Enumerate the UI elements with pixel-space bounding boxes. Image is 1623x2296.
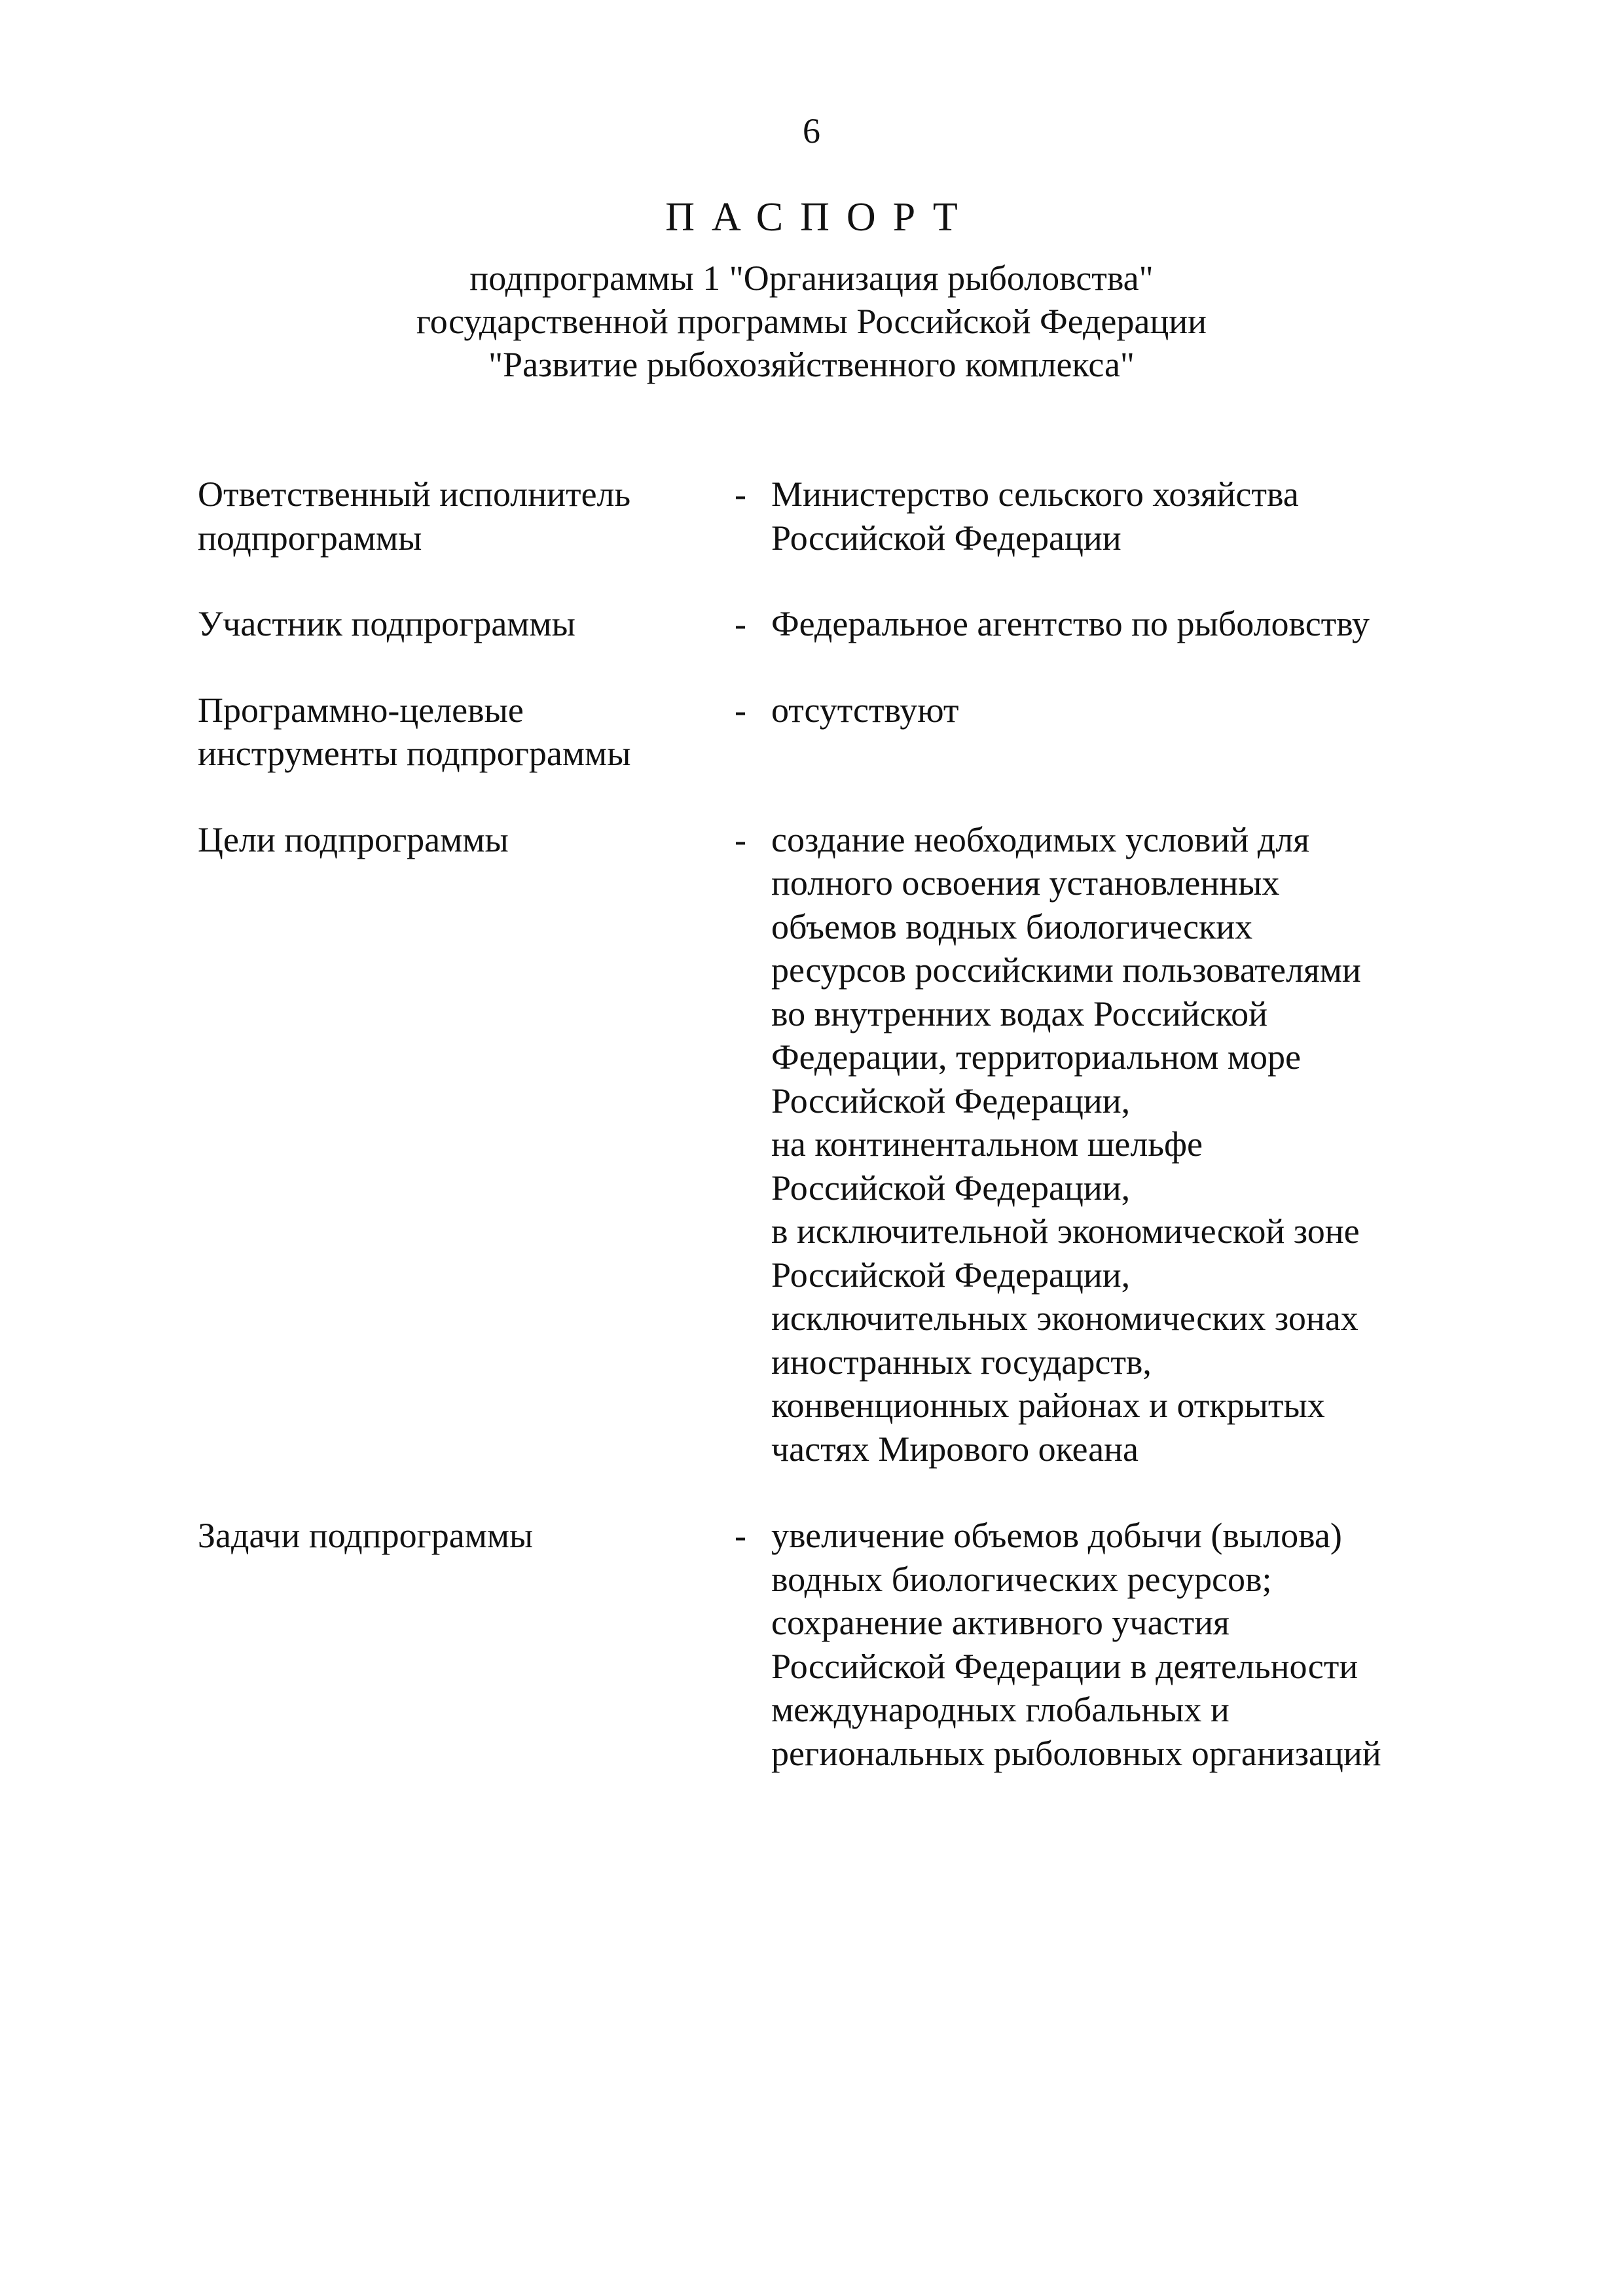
row-value-line: увеличение объемов добычи (вылова) xyxy=(771,1516,1342,1555)
document-subtitle xyxy=(0,257,1623,386)
row-value-line: Российской Федерации, xyxy=(771,1081,1131,1121)
row-separator: - xyxy=(735,690,746,730)
row-value-line: международных глобальных и xyxy=(771,1690,1230,1729)
row-separator: - xyxy=(735,1516,746,1555)
row-label-line: подпрограммы xyxy=(198,518,422,558)
passport-table xyxy=(198,473,1442,1775)
row-label xyxy=(198,818,702,862)
row-value xyxy=(767,602,1442,646)
row-value-line: Федерации, территориальном море xyxy=(771,1037,1301,1077)
passport-row-responsible-executor xyxy=(198,473,1442,560)
row-value-line: водных биологических ресурсов; xyxy=(771,1559,1272,1599)
row-value-line: в исключительной экономической зоне xyxy=(771,1211,1360,1251)
row-value-line: частях Мирового океана xyxy=(771,1429,1139,1469)
row-value-line: конвенционных районах и открытых xyxy=(771,1386,1325,1425)
row-label xyxy=(198,1514,702,1558)
page-number: 6 xyxy=(803,111,820,151)
row-value-line: сохранение активного участия xyxy=(771,1603,1230,1642)
row-value-line: объемов водных биологических xyxy=(771,906,1253,946)
passport-row-goals xyxy=(198,818,1442,1471)
row-label-line: Задачи подпрограммы xyxy=(198,1516,534,1555)
subtitle-line: "Развитие рыбохозяйственного комплекса" xyxy=(488,345,1135,384)
row-separator: - xyxy=(735,604,746,643)
row-value-line: Российской Федерации xyxy=(771,518,1122,558)
row-value-line: Российской Федерации, xyxy=(771,1168,1131,1208)
row-label xyxy=(198,689,702,776)
row-value-line: отсутствуют xyxy=(771,690,959,730)
row-value-line: Министерство сельского хозяйства xyxy=(771,475,1299,514)
subtitle-line: государственной программы Российской Федерации xyxy=(416,302,1207,341)
row-label xyxy=(198,473,702,560)
row-value-line: региональных рыболовных организаций xyxy=(771,1733,1381,1773)
passport-row-program-tools xyxy=(198,689,1442,776)
row-label-line: инструменты подпрограммы xyxy=(198,734,631,773)
row-label-line: Программно-целевые xyxy=(198,690,524,730)
row-value xyxy=(767,689,1442,732)
row-value-line: ресурсов российскими пользователями xyxy=(771,950,1361,990)
row-value-line: во внутренних водах Российской xyxy=(771,994,1268,1033)
row-value-line: исключительных экономических зонах xyxy=(771,1299,1359,1338)
row-label xyxy=(198,602,702,646)
row-value-line: на континентальном шельфе xyxy=(771,1124,1203,1164)
row-value-line: Российской Федерации, xyxy=(771,1255,1131,1295)
row-separator: - xyxy=(735,475,746,514)
document-title: ПАСПОРТ xyxy=(665,195,975,240)
passport-row-tasks xyxy=(198,1514,1442,1775)
row-value-line: иностранных государств, xyxy=(771,1342,1152,1382)
row-value xyxy=(767,818,1442,1471)
row-value xyxy=(767,473,1442,560)
row-value-line: создание необходимых условий для xyxy=(771,819,1309,859)
row-value-line: полного освоения установленных xyxy=(771,863,1280,903)
row-value xyxy=(767,1514,1442,1775)
row-value-line: Российской Федерации в деятельности xyxy=(771,1646,1359,1686)
row-label-line: Цели подпрограммы xyxy=(198,819,509,859)
passport-row-participant xyxy=(198,602,1442,646)
subtitle-line: подпрограммы 1 "Организация рыболовства" xyxy=(469,259,1154,298)
row-separator: - xyxy=(735,819,746,859)
row-value-line: Федеральное агентство по рыболовству xyxy=(771,604,1370,643)
row-label-line: Участник подпрограммы xyxy=(198,604,575,643)
row-label-line: Ответственный исполнитель xyxy=(198,475,631,514)
